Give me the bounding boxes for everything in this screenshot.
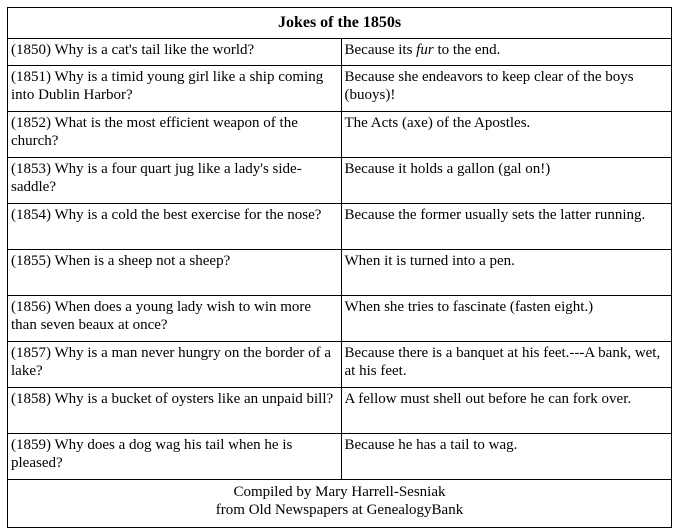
answer-cell: Because he has a tail to wag. bbox=[341, 434, 671, 480]
answer-cell: Because it holds a gallon (gal on!) bbox=[341, 158, 671, 204]
table-row bbox=[8, 342, 672, 388]
question-cell: (1853) Why is a four quart jug like a lady's side-saddle? bbox=[8, 158, 342, 204]
table-footer bbox=[8, 480, 672, 528]
footer-row bbox=[8, 480, 672, 528]
answer-cell: The Acts (axe) of the Apostles. bbox=[341, 112, 671, 158]
answer-text: Because its bbox=[344, 42, 417, 58]
table-title: Jokes of the 1850s bbox=[8, 8, 672, 39]
table-row bbox=[8, 158, 672, 204]
table-row bbox=[8, 250, 672, 296]
question-cell: (1850) Why is a cat's tail like the world? bbox=[8, 39, 342, 66]
title-row bbox=[8, 8, 672, 39]
footer-source-line: from Old Newspapers at GenealogyBank bbox=[215, 502, 464, 518]
answer-cell: Because she endeavors to keep clear of the boys (buoys)! bbox=[341, 66, 671, 112]
answer-cell: When it is turned into a pen. bbox=[341, 250, 671, 296]
table-row bbox=[8, 434, 672, 480]
answer-cell: Because there is a banquet at his feet.---A bank, wet, at his feet. bbox=[341, 342, 671, 388]
question-cell: (1851) Why is a timid young girl like a ship coming into Dublin Harbor? bbox=[8, 66, 342, 112]
question-cell: (1854) Why is a cold the best exercise for the nose? bbox=[8, 204, 342, 250]
question-cell: (1859) Why does a dog wag his tail when he is pleased? bbox=[8, 434, 342, 480]
answer-cell: A fellow must shell out before he can fork over. bbox=[341, 388, 671, 434]
table-row bbox=[8, 388, 672, 434]
question-cell: (1858) Why is a bucket of oysters like an unpaid bill? bbox=[8, 388, 342, 434]
answer-cell bbox=[341, 39, 671, 66]
table-row bbox=[8, 296, 672, 342]
answer-emphasis: fur bbox=[416, 42, 434, 58]
table-row bbox=[8, 39, 672, 66]
table-row bbox=[8, 66, 672, 112]
table-row bbox=[8, 112, 672, 158]
question-cell: (1856) When does a young lady wish to win more than seven beaux at once? bbox=[8, 296, 342, 342]
answer-cell: Because the former usually sets the latter running. bbox=[341, 204, 671, 250]
table-row bbox=[8, 204, 672, 250]
question-cell: (1855) When is a sheep not a sheep? bbox=[8, 250, 342, 296]
jokes-table bbox=[7, 7, 672, 528]
answer-cell: When she tries to fascinate (fasten eight.) bbox=[341, 296, 671, 342]
footer-credit-line: Compiled by Mary Harrell-Sesniak bbox=[233, 484, 446, 500]
answer-text: to the end. bbox=[433, 42, 501, 58]
question-cell: (1852) What is the most efficient weapon of the church? bbox=[8, 112, 342, 158]
question-cell: (1857) Why is a man never hungry on the border of a lake? bbox=[8, 342, 342, 388]
